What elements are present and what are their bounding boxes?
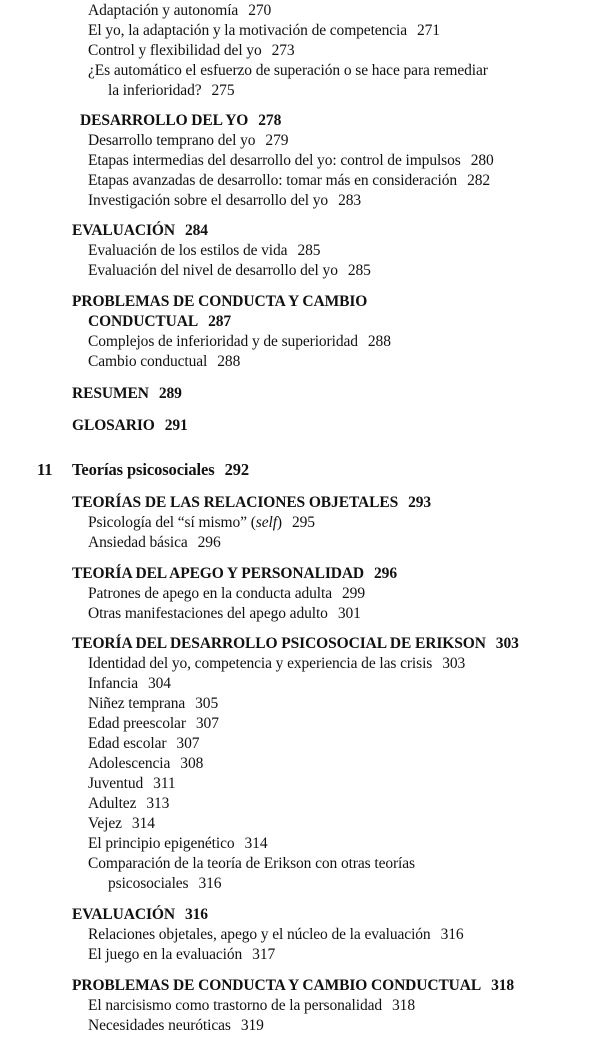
section-heading: GLOSARIO 291 [72,417,188,434]
toc-entry: Adolescencia 308 [88,755,204,772]
toc-entry: El principio epigenético 314 [88,835,268,852]
toc-entry: Etapas intermedias del desarrollo del yo: control de impulsos 280 [88,152,494,169]
section-heading: TEORÍA DEL DESARROLLO PSICOSOCIAL DE ERIKSON 303 [72,635,519,652]
section-heading: RESUMEN 289 [72,385,182,402]
toc-entry-continued: psicosociales 316 [108,875,222,892]
section-heading: EVALUACIÓN 316 [72,906,208,923]
toc-entry: Niñez temprana 305 [88,695,219,712]
toc-entry: Evaluación del nivel de desarrollo del yo 285 [88,262,371,279]
toc-entry: Edad escolar 307 [88,735,200,752]
section-heading: DESARROLLO DEL YO 278 [80,112,282,129]
toc-entry: Identidad del yo, competencia y experiencia de las crisis 303 [88,655,466,672]
toc-entry: Comparación de la teoría de Erikson con otras teorías [88,855,415,872]
toc-entry: ¿Es automático el esfuerzo de superación o se hace para remediar [88,62,488,79]
section-heading: TEORÍA DEL APEGO Y PERSONALIDAD 296 [72,565,397,582]
toc-entry: Desarrollo temprano del yo 279 [88,132,289,149]
toc-entry: Relaciones objetales, apego y el núcleo de la evaluación 316 [88,926,464,943]
toc-entry: El yo, la adaptación y la motivación de competencia 271 [88,22,440,39]
chapter-number: 11 [37,460,53,479]
toc-entry: Adultez 313 [88,795,170,812]
toc-entry: Etapas avanzadas de desarrollo: tomar más en consideración 282 [88,172,491,189]
toc-entry: Necesidades neuróticas 319 [88,1017,264,1034]
section-heading: PROBLEMAS DE CONDUCTA Y CAMBIO CONDUCTUAL 318 [72,977,515,994]
toc-entry: Juventud 311 [88,775,176,792]
toc-entry: Vejez 314 [88,815,155,832]
toc-entry: Infancia 304 [88,675,171,692]
toc-entry-continued: la inferioridad? 275 [108,82,235,99]
toc-entry: El narcisismo como trastorno de la personalidad 318 [88,997,415,1014]
toc-entry: Complejos de inferioridad y de superioridad 288 [88,333,391,350]
section-heading: TEORÍAS DE LAS RELACIONES OBJETALES 293 [72,494,432,511]
chapter-title: Teorías psicosociales 292 [72,460,250,479]
toc-entry: Cambio conductual 288 [88,353,241,370]
toc-entry: Evaluación de los estilos de vida 285 [88,242,321,259]
section-heading: PROBLEMAS DE CONDUCTA Y CAMBIO [72,293,368,310]
section-heading-continued: CONDUCTUAL 287 [88,313,232,330]
toc-entry: Control y flexibilidad del yo 273 [88,42,295,59]
toc-entry: Otras manifestaciones del apego adulto 301 [88,605,361,622]
toc-entry: Patrones de apego en la conducta adulta 299 [88,585,365,602]
toc-entry: El juego en la evaluación 317 [88,946,276,963]
toc-entry: Ansiedad básica 296 [88,534,221,551]
toc-entry: Adaptación y autonomía 270 [88,2,272,19]
section-heading: EVALUACIÓN 284 [72,222,208,239]
toc-entry: Investigación sobre el desarrollo del yo 283 [88,192,362,209]
toc-entry: Psicología del “sí mismo” (self) 295 [88,514,315,531]
toc-entry: Edad preescolar 307 [88,715,219,732]
